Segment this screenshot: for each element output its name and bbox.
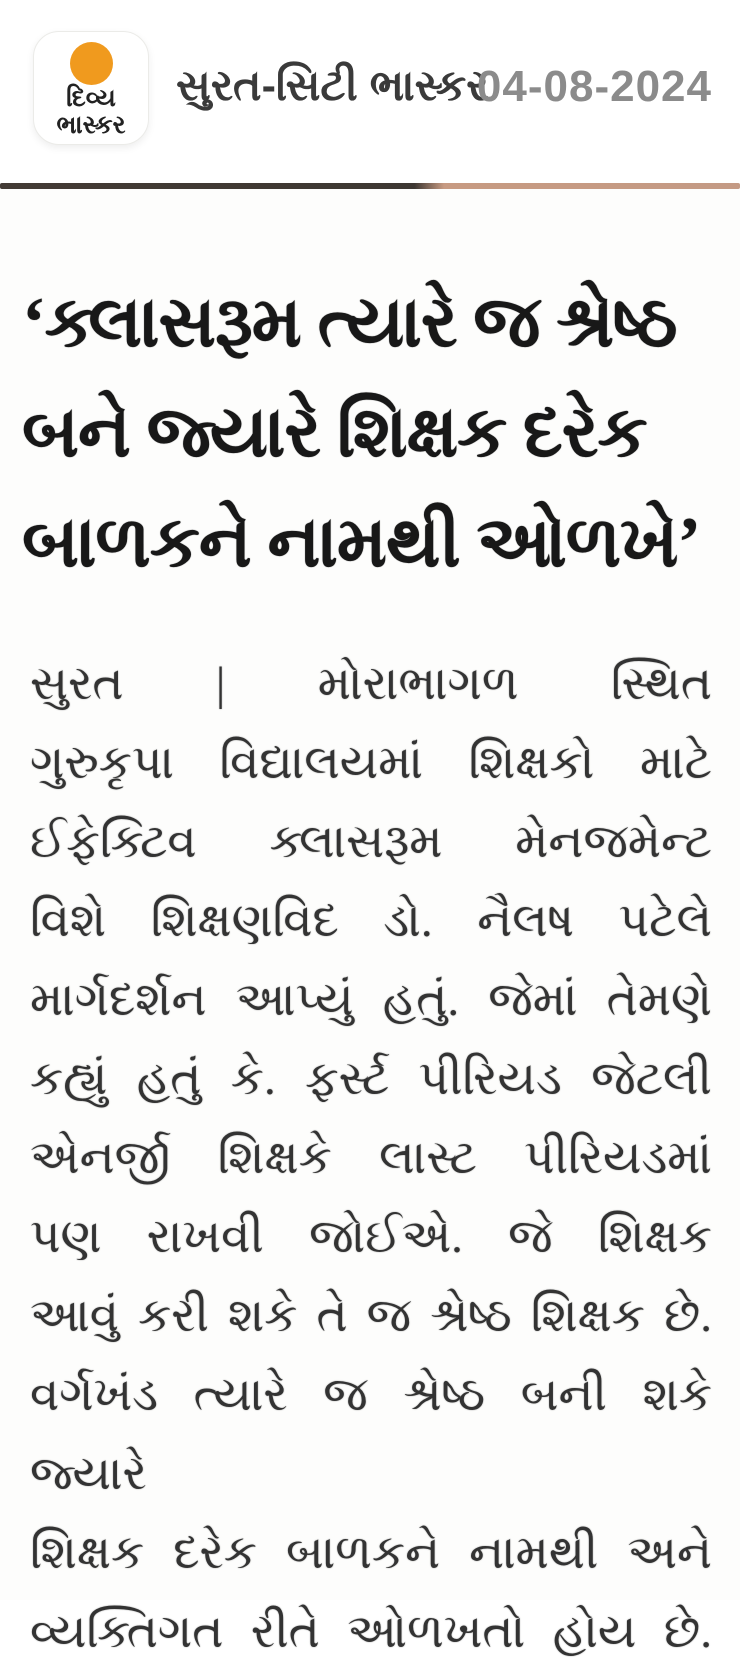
body-line-1: સુરત | મોરાભાગળ સ્થિત xyxy=(30,658,712,710)
body-line-8: પણ રાખવી જોઈએ. જે શિક્ષક xyxy=(30,1211,712,1263)
clipping-header xyxy=(0,0,740,183)
divya-bhaskar-logo xyxy=(33,31,149,145)
sun-dot-icon xyxy=(70,42,113,85)
body-line-11: શિક્ષક દરેક બાળકને નામથી અને xyxy=(30,1527,712,1579)
clipping-top-border xyxy=(0,183,740,189)
edition-title: સુરત-સિટી ભાસ્કર xyxy=(176,62,489,110)
article-body xyxy=(30,645,712,1672)
article-headline xyxy=(22,268,720,598)
body-line-7: એનર્જી શિક્ષકે લાસ્ટ પીરિયડમાં xyxy=(30,1132,712,1184)
body-line-4: વિશે શિક્ષણવિદ ડો. નૈલષ પટેલે xyxy=(30,895,712,947)
body-line-10: વર્ગખંડ ત્યારે જ શ્રેષ્ઠ બની શકે જ્યારે xyxy=(30,1369,712,1500)
headline-line-1: ‘ક્લાસરૂમ ત્યારે જ શ્રેષ્ઠ xyxy=(22,284,677,362)
logo-text-line1: દિવ્ય xyxy=(66,84,116,112)
body-line-9: આવું કરી શકે તે જ શ્રેષ્ઠ શિક્ષક છે. xyxy=(30,1290,712,1342)
headline-line-2: બને જ્યારે શિક્ષક દરેક xyxy=(22,394,647,472)
logo-text-line2: ભાસ્કર xyxy=(56,111,126,139)
edition-date: 04-08-2024 xyxy=(476,62,712,111)
body-line-6: કહ્યું હતું કે. ફર્સ્ટ પીરિયડ જેટલી xyxy=(30,1053,712,1105)
body-line-5: માર્ગદર્શન આપ્યું હતું. જેમાં તેમણે xyxy=(30,974,712,1026)
body-line-12: વ્યક્તિગત રીતે ઓળખતો હોય છે. xyxy=(30,1606,712,1658)
body-line-2: ગુરુકૃપા વિદ્યાલયમાં શિક્ષકો માટે xyxy=(30,737,712,789)
body-line-3: ઈફેક્ટિવ ક્લાસરૂમ મેનજમેન્ટ xyxy=(30,816,712,868)
headline-line-3: બાળકને નામથી ઓળખે’ xyxy=(22,504,701,582)
